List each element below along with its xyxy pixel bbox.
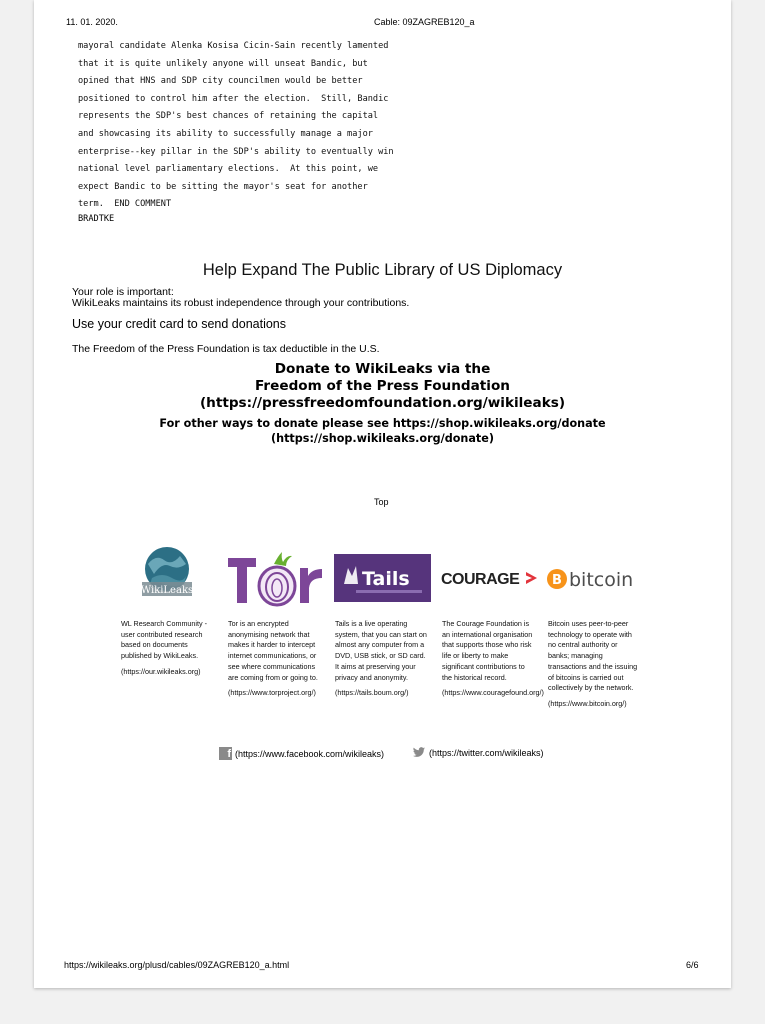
desc-line: see where communications xyxy=(228,661,316,671)
desc-line: anonymising network that xyxy=(228,629,310,639)
footer-url: https://wikileaks.org/plusd/cables/09ZAGREB120_a.html xyxy=(64,960,290,970)
document-page xyxy=(34,0,731,988)
wikileaks-logo-text: WikiLeaks xyxy=(140,585,194,596)
donate-block xyxy=(34,361,731,412)
cable-line: national level parliamentary elections. At this point, we xyxy=(78,164,379,175)
desc-line: The Courage Foundation is xyxy=(442,619,530,628)
other-donate-block xyxy=(34,417,731,446)
desc-line: system, that you can start on xyxy=(335,629,427,639)
desc-line: DVD, USB stick, or SD card. xyxy=(335,651,426,661)
tor-logo[interactable] xyxy=(226,550,324,608)
desc-line: Bitcoin uses peer-to-peer xyxy=(548,619,629,628)
desc-line: life or liberty to make xyxy=(442,651,509,661)
desc-line: technology to operate with xyxy=(548,629,632,639)
desc-line: internet communications, or xyxy=(228,651,317,661)
desc-line: based on documents xyxy=(121,640,188,650)
cable-line: mayoral candidate Alenka Kosisa Cicin-Sain recently lamented xyxy=(78,41,389,51)
bitcoin-logo-text: bitcoin xyxy=(569,569,634,591)
cable-body xyxy=(78,38,394,214)
partner-description-wikileaks xyxy=(121,619,217,678)
tails-logo-text: Tails xyxy=(362,568,410,590)
desc-line: Tor is an encrypted xyxy=(228,619,289,628)
desc-line: WL Research Community - xyxy=(121,619,208,628)
twitter-row[interactable] xyxy=(412,747,544,758)
bitcoin-logo[interactable] xyxy=(546,566,646,592)
tails-logo[interactable] xyxy=(334,554,431,602)
cable-line: term. END COMMENT xyxy=(78,199,172,210)
donate-line: Freedom of the Press Foundation xyxy=(255,378,510,394)
desc-line: user contributed research xyxy=(121,629,203,639)
cable-id: Cable: 09ZAGREB120_a xyxy=(374,17,475,27)
donate-line: Donate to WikiLeaks via the xyxy=(274,361,491,377)
role-text: Your role is important: xyxy=(72,286,174,298)
facebook-row[interactable] xyxy=(219,747,384,760)
other-donate-link[interactable] xyxy=(159,417,605,445)
desc-line: makes it harder to intercept xyxy=(228,640,316,650)
tax-text: The Freedom of the Press Foundation is tax deductible in the U.S. xyxy=(72,343,380,355)
desc-line: an international organisation xyxy=(442,629,533,639)
other-donate-url: (https://shop.wikileaks.org/donate) xyxy=(271,431,494,445)
cable-signoff: BRADTKE xyxy=(78,214,115,224)
twitter-link[interactable]: (https://twitter.com/wikileaks) xyxy=(429,747,544,758)
independence-text: WikiLeaks maintains its robust independence through your contributions. xyxy=(72,297,410,309)
desc-line: It aims at preserving your xyxy=(335,661,416,671)
print-date: 11. 01. 2020. xyxy=(66,17,118,27)
partner-url[interactable]: (https://www.bitcoin.org/) xyxy=(548,698,627,708)
partner-description-courage xyxy=(442,619,544,699)
desc-line: transactions and the issuing xyxy=(548,661,638,671)
top-link[interactable]: Top xyxy=(374,497,389,507)
courage-logo-text: COURAGE xyxy=(441,571,520,588)
desc-line: are coming from or going to. xyxy=(228,672,318,682)
other-donate-text: For other ways to donate please see https://shop.wikileaks.org/donate xyxy=(159,417,606,430)
cable-line: represents the SDP's best chances of retaining the capital xyxy=(78,111,379,122)
desc-line: Tails is a live operating xyxy=(335,619,408,628)
desc-line: that supports those who risk xyxy=(442,640,532,650)
partner-url[interactable]: (https://www.couragefound.org/) xyxy=(442,688,544,698)
cable-line: and showcasing its ability to successfully manage a major xyxy=(78,128,373,139)
desc-line: no central authority or xyxy=(548,640,618,650)
partner-url[interactable]: (https://our.wikileaks.org) xyxy=(121,666,201,676)
cable-line: enterprise--key pillar in the SDP's ability to eventually win xyxy=(78,146,394,157)
cable-line: positioned to control him after the election. Still, Bandic xyxy=(78,93,389,104)
donate-link[interactable] xyxy=(200,361,565,411)
cable-line: opined that HNS and SDP city councilmen would be better xyxy=(78,76,363,87)
desc-line: almost any computer from a xyxy=(335,640,425,650)
partner-url[interactable]: (https://tails.boum.org/) xyxy=(335,688,409,698)
credit-card-text: Use your credit card to send donations xyxy=(72,317,287,331)
page-number: 6/6 xyxy=(686,960,699,970)
facebook-icon: f xyxy=(219,747,232,760)
desc-line: collectively by the network. xyxy=(548,683,634,693)
cable-line: expect Bandic to be sitting the mayor's seat for another xyxy=(78,181,368,192)
desc-line: published by WikiLeaks. xyxy=(121,651,199,661)
twitter-icon xyxy=(412,747,426,758)
desc-line: banks; managing xyxy=(548,651,603,661)
partner-url[interactable]: (https://www.torproject.org/) xyxy=(228,688,316,698)
partner-description-tails xyxy=(335,619,431,699)
desc-line: privacy and anonymity. xyxy=(335,672,408,682)
donate-url: (https://pressfreedomfoundation.org/wikileaks) xyxy=(199,395,566,411)
desc-line: the historical record. xyxy=(442,672,507,682)
wikileaks-logo[interactable] xyxy=(134,544,200,602)
courage-logo[interactable] xyxy=(440,566,540,590)
cable-line: that it is quite unlikely anyone will unseat Bandic, but xyxy=(78,58,368,69)
partner-description-bitcoin xyxy=(548,619,644,710)
facebook-link[interactable]: (https://www.facebook.com/wikileaks) xyxy=(235,748,385,759)
svg-text:B: B xyxy=(552,573,562,588)
desc-line: of bitcoins is carried out xyxy=(548,672,624,682)
desc-line: significant contributions to xyxy=(442,661,525,671)
help-title: Help Expand The Public Library of US Diplomacy xyxy=(202,261,563,279)
partner-description-tor xyxy=(228,619,324,699)
tails-logo-mark xyxy=(334,554,431,602)
